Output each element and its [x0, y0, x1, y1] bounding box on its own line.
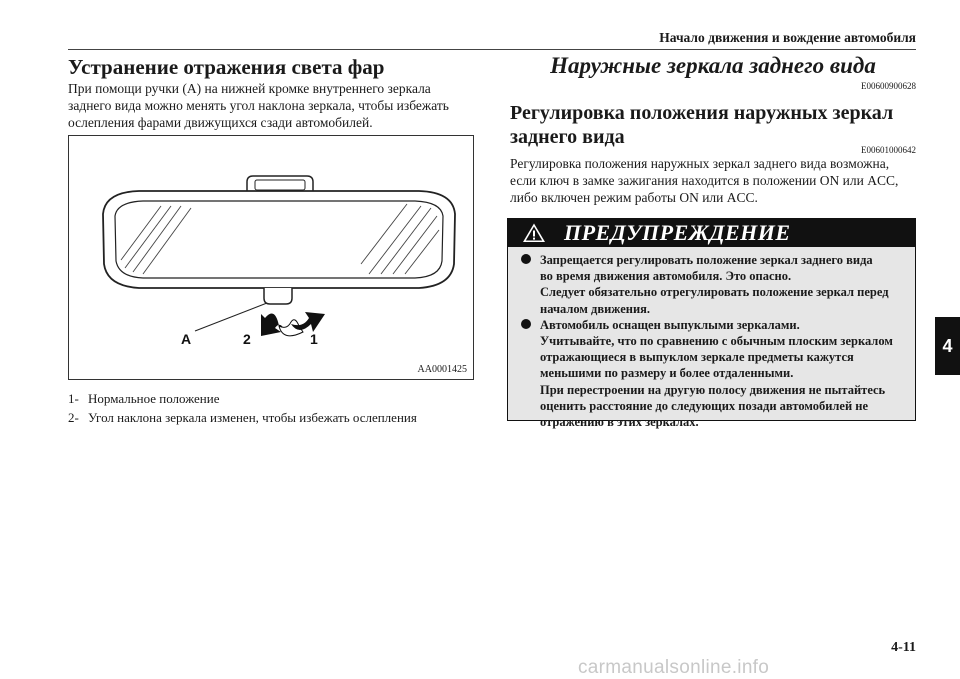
paragraph-line: Регулировка положения наружных зеркал заднего вида возможна,: [510, 156, 890, 171]
chapter-tab: 4: [935, 317, 960, 375]
paragraph-line: либо включен режим работы ON или ACC.: [510, 190, 758, 205]
warning-item: [518, 252, 910, 317]
paragraph-line: если ключ в замке зажигания находится в положении ON или ACC,: [510, 173, 899, 188]
warning-body: [518, 252, 910, 430]
left-section-heading: Устранение отражения света фар: [68, 55, 385, 79]
figure-code: AA0001425: [417, 364, 467, 375]
paragraph-line: При помощи ручки (A) на нижней кромке внутреннего зеркала: [68, 81, 431, 96]
header-rule: [68, 49, 916, 50]
heading-code: E00601000642: [861, 145, 916, 155]
left-paragraph: [68, 80, 488, 131]
warning-line: Автомобиль оснащен выпуклыми зеркалами.: [540, 317, 800, 332]
bullet-icon: [521, 319, 531, 329]
warning-item: [518, 317, 910, 430]
warning-line: отражению в этих зеркалах.: [540, 415, 699, 430]
warning-line: отражающиеся в выпуклом зеркале предметы кажутся: [540, 350, 854, 365]
warning-box: [507, 218, 916, 430]
heading-line: заднего вида: [510, 126, 625, 148]
warning-line: Учитывайте, что по сравнению с обычным плоским зеркалом: [540, 334, 893, 349]
legend-number: 1-: [68, 391, 79, 406]
warning-title: ПРЕДУПРЕЖДЕНИЕ: [564, 220, 791, 245]
legend-item: [68, 408, 417, 427]
mirror-figure: [68, 135, 474, 380]
section-code: E00600900628: [861, 81, 916, 91]
legend-number: 2-: [68, 410, 79, 425]
warning-title-bar: [508, 219, 915, 247]
watermark: carmanualsonline.info: [578, 657, 770, 678]
figure-label-a: A: [181, 331, 192, 347]
paragraph-line: заднего вида можно менять угол наклона зеркала, чтобы избежать: [68, 98, 449, 113]
heading-line: Регулировка положения наружных зеркал: [510, 102, 894, 124]
warning-line: меньшими по размеру и более отдаленными.: [540, 366, 794, 381]
figure-label-2: 2: [243, 331, 251, 347]
right-heading: [510, 101, 910, 149]
figure-legend: [68, 389, 417, 427]
right-section-title: Наружные зеркала заднего вида: [550, 53, 876, 78]
warning-line: оценить расстояние до следующих позади автомобилей не: [540, 398, 869, 413]
rearview-mirror-illustration: [69, 136, 475, 381]
legend-text: Нормальное положение: [88, 391, 220, 406]
legend-item: [68, 389, 417, 408]
figure-label-1: 1: [310, 331, 318, 347]
warning-line: Запрещается регулировать положение зеркал заднего вида: [540, 253, 873, 267]
warning-line: во время движения автомобиля. Это опасно.: [540, 269, 792, 284]
running-header: Начало движения и вождение автомобиля: [659, 30, 916, 45]
warning-line: Следует обязательно отрегулировать положение зеркал перед: [540, 285, 889, 300]
right-paragraph: [510, 155, 916, 206]
warning-triangle-icon: [522, 222, 546, 243]
paragraph-line: ослепления фарами движущихся сзади автомобилей.: [68, 115, 373, 130]
warning-line: началом движения.: [540, 301, 651, 316]
warning-line: При перестроении на другую полосу движения не пытайтесь: [540, 382, 886, 397]
page-number: 4-11: [891, 640, 916, 655]
bullet-icon: [521, 254, 531, 264]
legend-text: Угол наклона зеркала изменен, чтобы избежать ослепления: [88, 410, 417, 425]
